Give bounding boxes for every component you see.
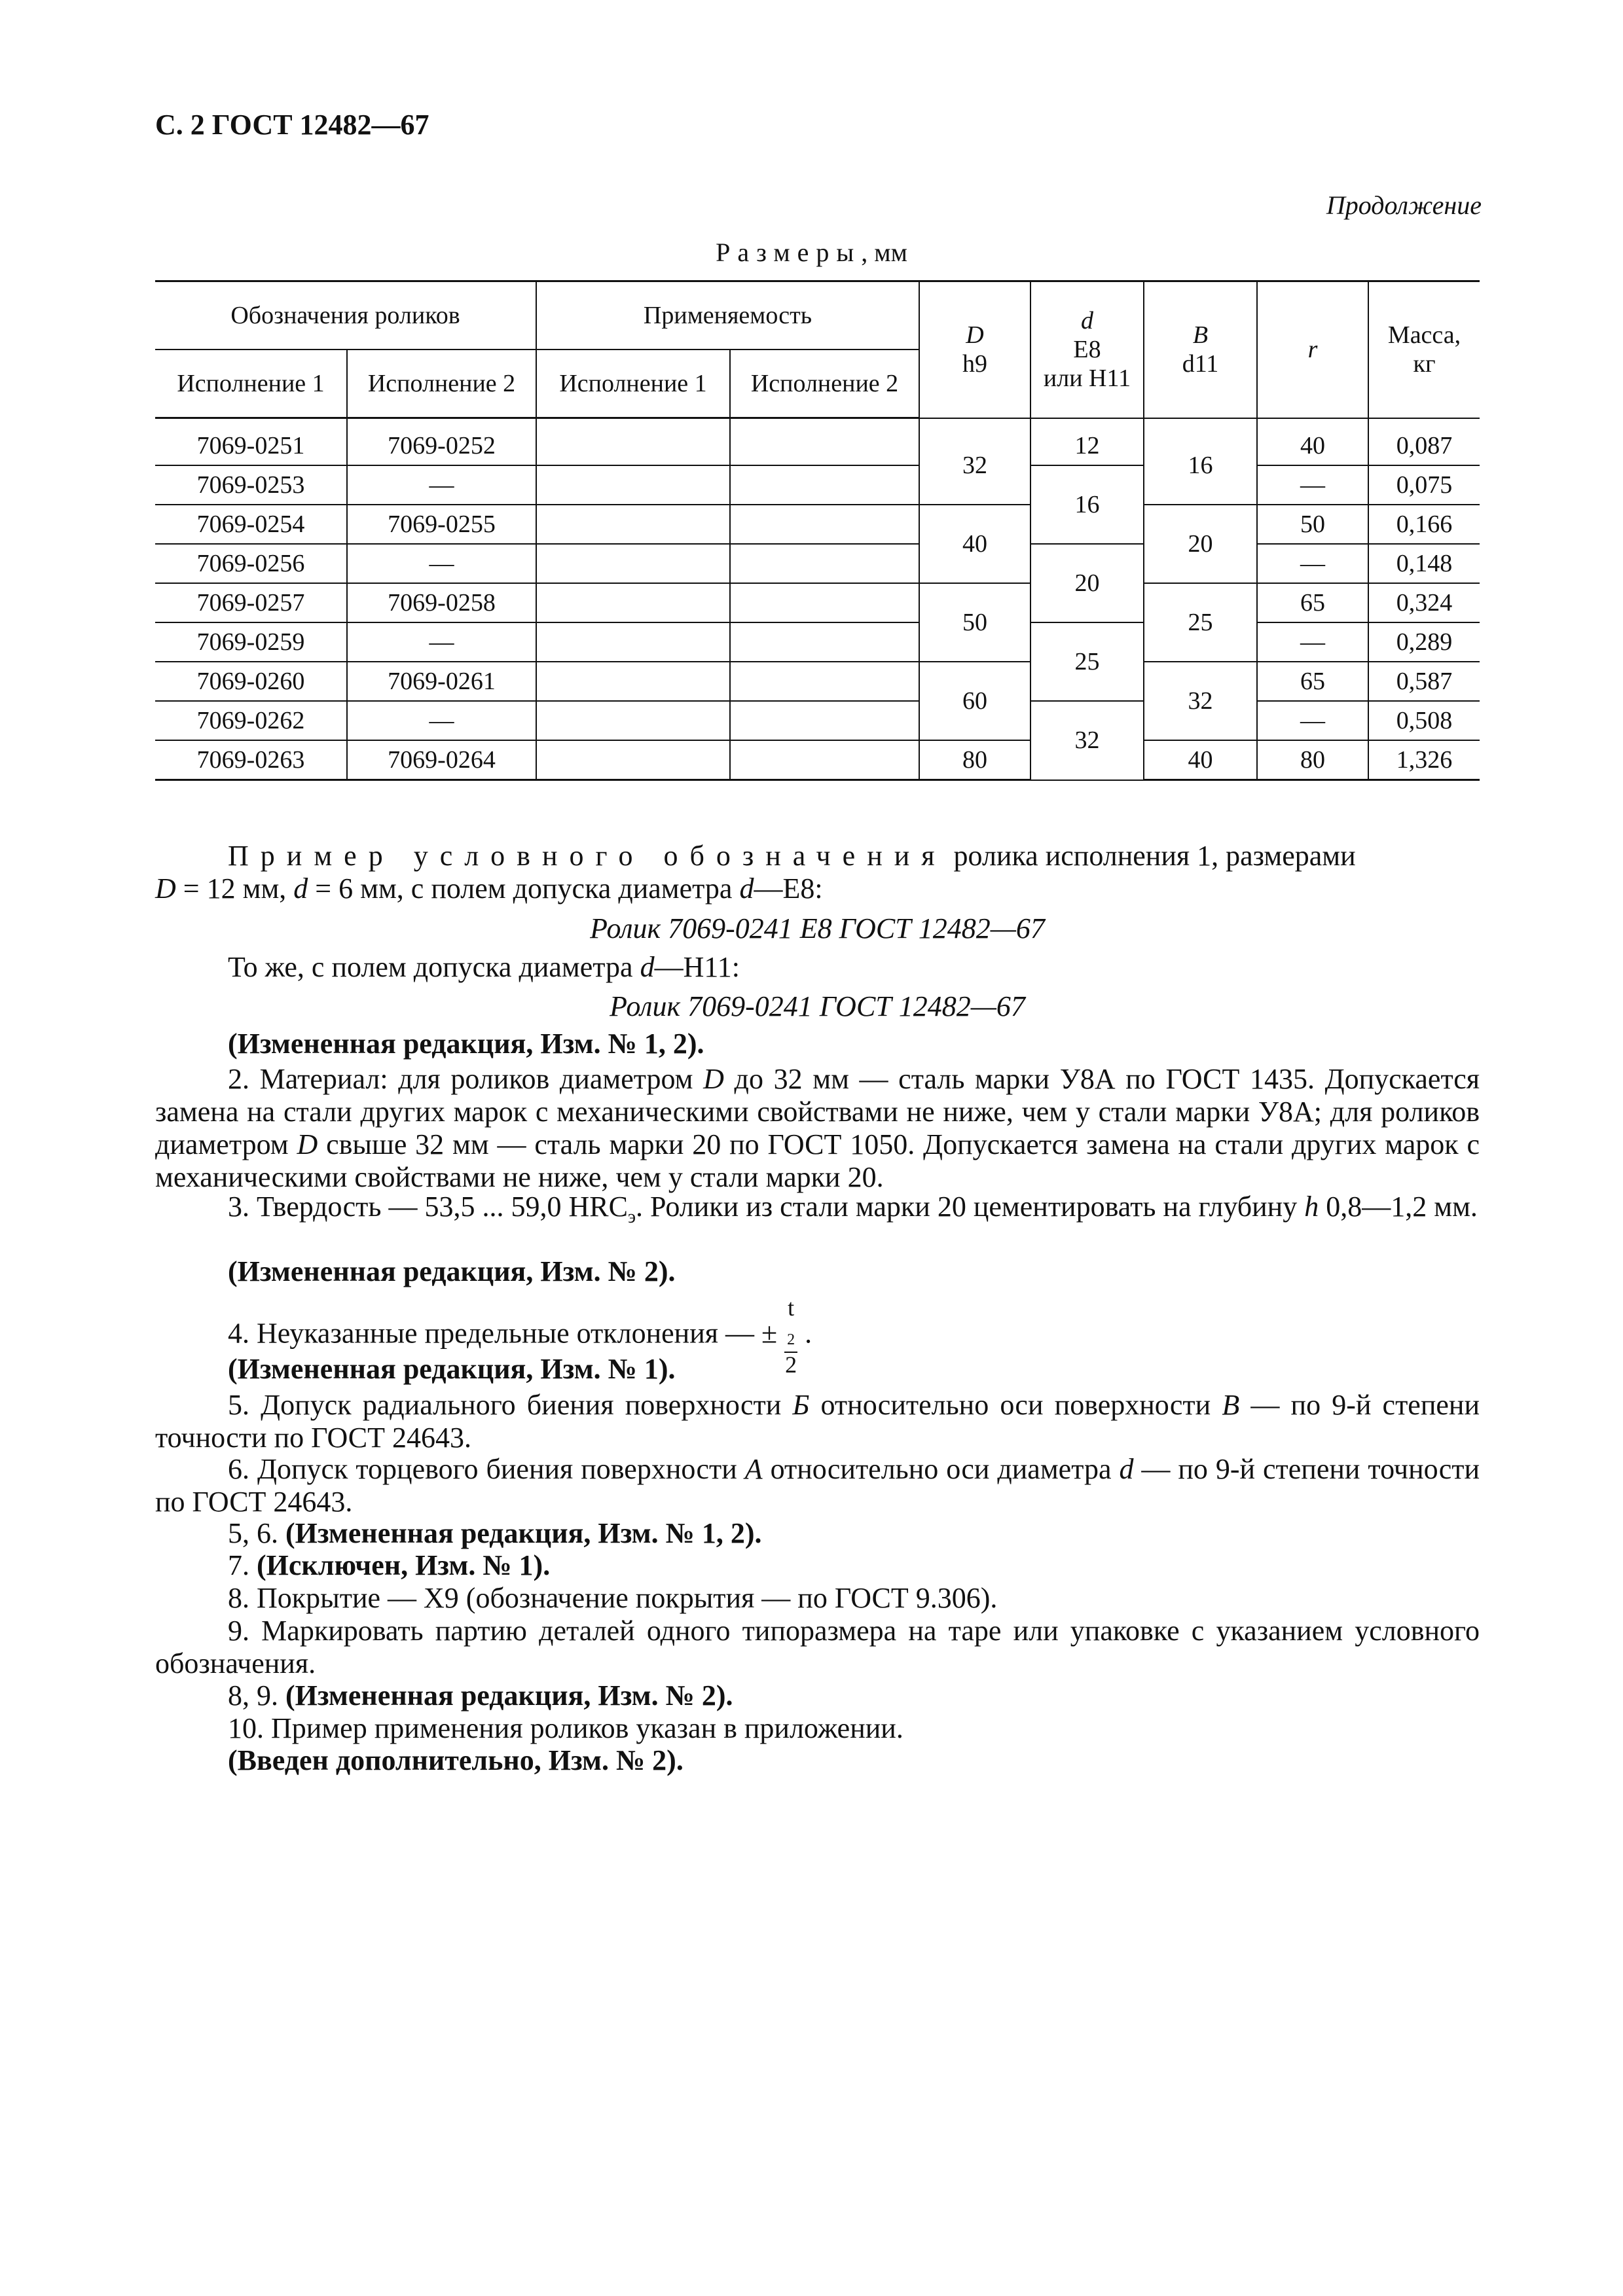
p2-D-2: D [297, 1128, 318, 1160]
paragraph-7 [155, 1549, 1480, 1582]
example-d: d [293, 872, 308, 905]
table-row [155, 740, 1480, 780]
cell-r: 80 [1257, 740, 1368, 780]
cell-d: 32 [1030, 701, 1144, 780]
paragraph-5-6-edit [155, 1517, 1480, 1550]
p4-text-b: . [797, 1317, 812, 1350]
cell-d: 25 [1030, 622, 1144, 701]
header-designation-exec1: Исполнение 1 [155, 350, 347, 418]
cell-D: 60 [919, 662, 1030, 740]
p6-text-c: относительно оси диаметра [762, 1453, 1120, 1485]
fraction-numerator-t: t [788, 1295, 795, 1321]
header-d [1030, 281, 1144, 418]
example-d-value: = 6 мм, с полем допуска диаметра [308, 872, 740, 905]
example-rest: ролика исполнения 1, размерами [946, 840, 1356, 872]
cell-B: 32 [1144, 662, 1257, 740]
cell-applicability-2 [730, 701, 919, 740]
cell-applicability-2 [730, 505, 919, 544]
p5-surface-v: В [1222, 1389, 1240, 1421]
paragraph-3 [155, 1191, 1480, 1234]
p56-number: 5, 6. [228, 1517, 285, 1549]
paragraph-10: 10. Пример применения роликов указан в приложении. [228, 1712, 903, 1744]
cell-r: 65 [1257, 583, 1368, 622]
p3-text-a: 3. Твердость — 53,5 ... 59,0 HRC [228, 1191, 628, 1223]
example-lead: Пример условного обозначения [228, 840, 947, 872]
p6-text-e: — по 9-й степени точности по ГОСТ 24643. [155, 1453, 1480, 1518]
cell-r: — [1257, 465, 1368, 505]
cell-B: 40 [1144, 740, 1257, 780]
cell-applicability-2 [730, 740, 919, 780]
table-spacer [155, 418, 1480, 427]
edit-note-1-2: (Измененная редакция, Изм. № 1, 2). [228, 1028, 704, 1060]
cell-mass: 0,087 [1368, 427, 1480, 465]
p2-text-a: 2. Материал: для роликов диаметром [228, 1063, 704, 1095]
cell-mass: 0,166 [1368, 505, 1480, 544]
cell-exec2: — [347, 465, 536, 505]
p3-subscript: э [627, 1206, 636, 1227]
cell-exec1: 7069-0253 [155, 465, 347, 505]
designation-example-1: Ролик 7069-0241 E8 ГОСТ 12482—67 [590, 912, 1045, 944]
table-row [155, 662, 1480, 701]
table-row [155, 465, 1480, 505]
paragraph-6 [155, 1453, 1480, 1518]
header-D-symbol: D [966, 321, 984, 350]
cell-d: 12 [1030, 427, 1144, 465]
example-d-tol-value: —E8: [754, 872, 823, 905]
cell-r: — [1257, 544, 1368, 583]
header-mass [1368, 281, 1480, 418]
p56-note: (Измененная редакция, Изм. № 1, 2). [285, 1517, 762, 1549]
table-row [155, 505, 1480, 544]
cell-exec1: 7069-0254 [155, 505, 347, 544]
p2-D: D [703, 1063, 724, 1095]
same-paragraph [155, 951, 1480, 984]
header-mass-1: Масса, [1387, 321, 1461, 350]
cell-exec2: — [347, 544, 536, 583]
paragraph-9: 9. Маркировать партию деталей одного типоразмера на таре или упаковке с указанием условного обозначения. [155, 1615, 1480, 1679]
cell-applicability-2 [730, 583, 919, 622]
header-B [1144, 281, 1257, 418]
table-row [155, 583, 1480, 622]
same-d: d [640, 951, 655, 983]
p2-text-c: до 32 мм — сталь марки У8А по ГОСТ 1435. Допускается замена на стали других марок с механическими свойствами не ниже, чем у стали марки У8А; для роликов диаметром [155, 1063, 1480, 1160]
same-tol: —H11: [654, 951, 740, 983]
cell-mass: 0,508 [1368, 701, 1480, 740]
header-d-tolerance-2: или H11 [1043, 365, 1131, 393]
p4-text-a: 4. Неуказанные предельные отклонения — ± [228, 1317, 785, 1350]
header-mass-2: кг [1413, 350, 1436, 378]
designation-example-2: Ролик 7069-0241 ГОСТ 12482—67 [610, 990, 1025, 1022]
cell-r: 40 [1257, 427, 1368, 465]
header-r [1257, 281, 1368, 418]
edit-note-1-a: (Измененная редакция, Изм. № 1). [228, 1353, 676, 1385]
units-caption [0, 237, 1623, 268]
cell-B: 25 [1144, 583, 1257, 662]
cell-applicability-1 [536, 505, 730, 544]
cell-mass: 0,324 [1368, 583, 1480, 622]
header-r-symbol: r [1307, 336, 1318, 364]
cell-D: 32 [919, 427, 1030, 505]
cell-exec2: 7069-0252 [347, 427, 536, 465]
cell-B: 20 [1144, 505, 1257, 583]
cell-d: 16 [1030, 465, 1144, 544]
header-d-tolerance-1: E8 [1073, 336, 1101, 364]
p2-text-e: свыше 32 мм — сталь марки 20 по ГОСТ 1050. Допускается замена на стали других марок с механическими свойствами не ниже, чем у стали марки 20. [155, 1128, 1480, 1193]
p6-d: d [1119, 1453, 1134, 1485]
cell-D: 50 [919, 583, 1030, 662]
header-d-symbol: d [1081, 307, 1094, 335]
example-d-tol: d [739, 872, 754, 905]
header-designation: Обозначения роликов [155, 281, 536, 350]
cell-applicability-2 [730, 622, 919, 662]
paragraph-10-note: (Введен дополнительно, Изм. № 2). [228, 1744, 684, 1776]
cell-r: — [1257, 622, 1368, 662]
fraction-denominator: 2 [785, 1352, 797, 1378]
cell-mass: 0,587 [1368, 662, 1480, 701]
edit-note-2-a: (Измененная редакция, Изм. № 2). [228, 1255, 676, 1287]
p7-note: (Исключен, Изм. № 1). [257, 1549, 551, 1581]
cell-mass: 0,289 [1368, 622, 1480, 662]
cell-exec1: 7069-0259 [155, 622, 347, 662]
example-paragraph [155, 840, 1480, 905]
cell-mass: 0,075 [1368, 465, 1480, 505]
cell-exec1: 7069-0260 [155, 662, 347, 701]
table-row [155, 701, 1480, 740]
table-row [155, 427, 1480, 465]
fraction-numerator [784, 1296, 797, 1353]
p5-text-c: относительно оси поверхности [809, 1389, 1222, 1421]
cell-r: 65 [1257, 662, 1368, 701]
header-B-symbol: B [1192, 321, 1209, 350]
paragraph-2 [155, 1063, 1480, 1194]
cell-mass: 0,148 [1368, 544, 1480, 583]
example-D-value: = 12 мм, [175, 872, 294, 905]
paragraph-8-9-edit [155, 1679, 1480, 1712]
units-word: Размеры [716, 238, 862, 267]
cell-applicability-1 [536, 465, 730, 505]
continuation-label: Продолжение [1326, 190, 1482, 220]
units-suffix: , мм [861, 238, 907, 267]
cell-mass: 1,326 [1368, 740, 1480, 780]
paragraph-8: 8. Покрытие — Х9 (обозначение покрытия — по ГОСТ 9.306). [228, 1582, 998, 1614]
fraction-numerator-sub: 2 [787, 1331, 795, 1349]
page-header: С. 2 ГОСТ 12482—67 [155, 109, 429, 141]
cell-exec1: 7069-0257 [155, 583, 347, 622]
p3-h: h [1304, 1191, 1319, 1223]
same-text: То же, с полем допуска диаметра [228, 951, 640, 983]
cell-applicability-1 [536, 544, 730, 583]
header-applicability-exec2: Исполнение 2 [730, 350, 919, 418]
cell-applicability-1 [536, 701, 730, 740]
header-designation-exec2: Исполнение 2 [347, 350, 536, 418]
p5-text-e: — по 9-й степени точности по ГОСТ 24643. [155, 1389, 1480, 1454]
cell-exec2: — [347, 701, 536, 740]
cell-applicability-2 [730, 427, 919, 465]
table-row [155, 622, 1480, 662]
cell-exec2: — [347, 622, 536, 662]
header-D-tolerance: h9 [962, 350, 988, 378]
cell-applicability-1 [536, 583, 730, 622]
cell-exec1: 7069-0256 [155, 544, 347, 583]
cell-applicability-2 [730, 465, 919, 505]
cell-applicability-1 [536, 740, 730, 780]
header-applicability: Применяемость [536, 281, 919, 350]
cell-r: — [1257, 701, 1368, 740]
cell-exec1: 7069-0262 [155, 701, 347, 740]
dimensions-table [155, 280, 1480, 781]
cell-exec2: 7069-0258 [347, 583, 536, 622]
p5-surface-b: Б [792, 1389, 810, 1421]
header-D [919, 281, 1030, 418]
p89-note: (Измененная редакция, Изм. № 2). [285, 1679, 733, 1712]
cell-exec1: 7069-0263 [155, 740, 347, 780]
p3-text-b: . Ролики из стали марки 20 цементировать на глубину [635, 1191, 1305, 1223]
cell-D: 80 [919, 740, 1030, 780]
table-row [155, 544, 1480, 583]
cell-d: 20 [1030, 544, 1144, 622]
cell-applicability-1 [536, 622, 730, 662]
cell-applicability-1 [536, 427, 730, 465]
cell-exec2: 7069-0264 [347, 740, 536, 780]
cell-D: 40 [919, 505, 1030, 583]
cell-B: 16 [1144, 427, 1257, 505]
paragraph-5 [155, 1389, 1480, 1454]
header-applicability-exec1: Исполнение 1 [536, 350, 730, 418]
cell-exec1: 7069-0251 [155, 427, 347, 465]
cell-applicability-2 [730, 544, 919, 583]
header-B-tolerance: d11 [1182, 350, 1219, 378]
cell-applicability-2 [730, 662, 919, 701]
p6-surface-a: А [744, 1453, 763, 1485]
p7-number: 7. [228, 1549, 257, 1581]
p89-number: 8, 9. [228, 1679, 285, 1712]
cell-exec2: 7069-0255 [347, 505, 536, 544]
cell-applicability-1 [536, 662, 730, 701]
cell-r: 50 [1257, 505, 1368, 544]
cell-exec2: 7069-0261 [347, 662, 536, 701]
example-D: D [155, 872, 176, 905]
p6-text-a: 6. Допуск торцевого биения поверхности [228, 1453, 745, 1485]
p5-text-a: 5. Допуск радиального биения поверхности [228, 1389, 793, 1421]
p3-text-d: 0,8—1,2 мм. [1319, 1191, 1478, 1223]
